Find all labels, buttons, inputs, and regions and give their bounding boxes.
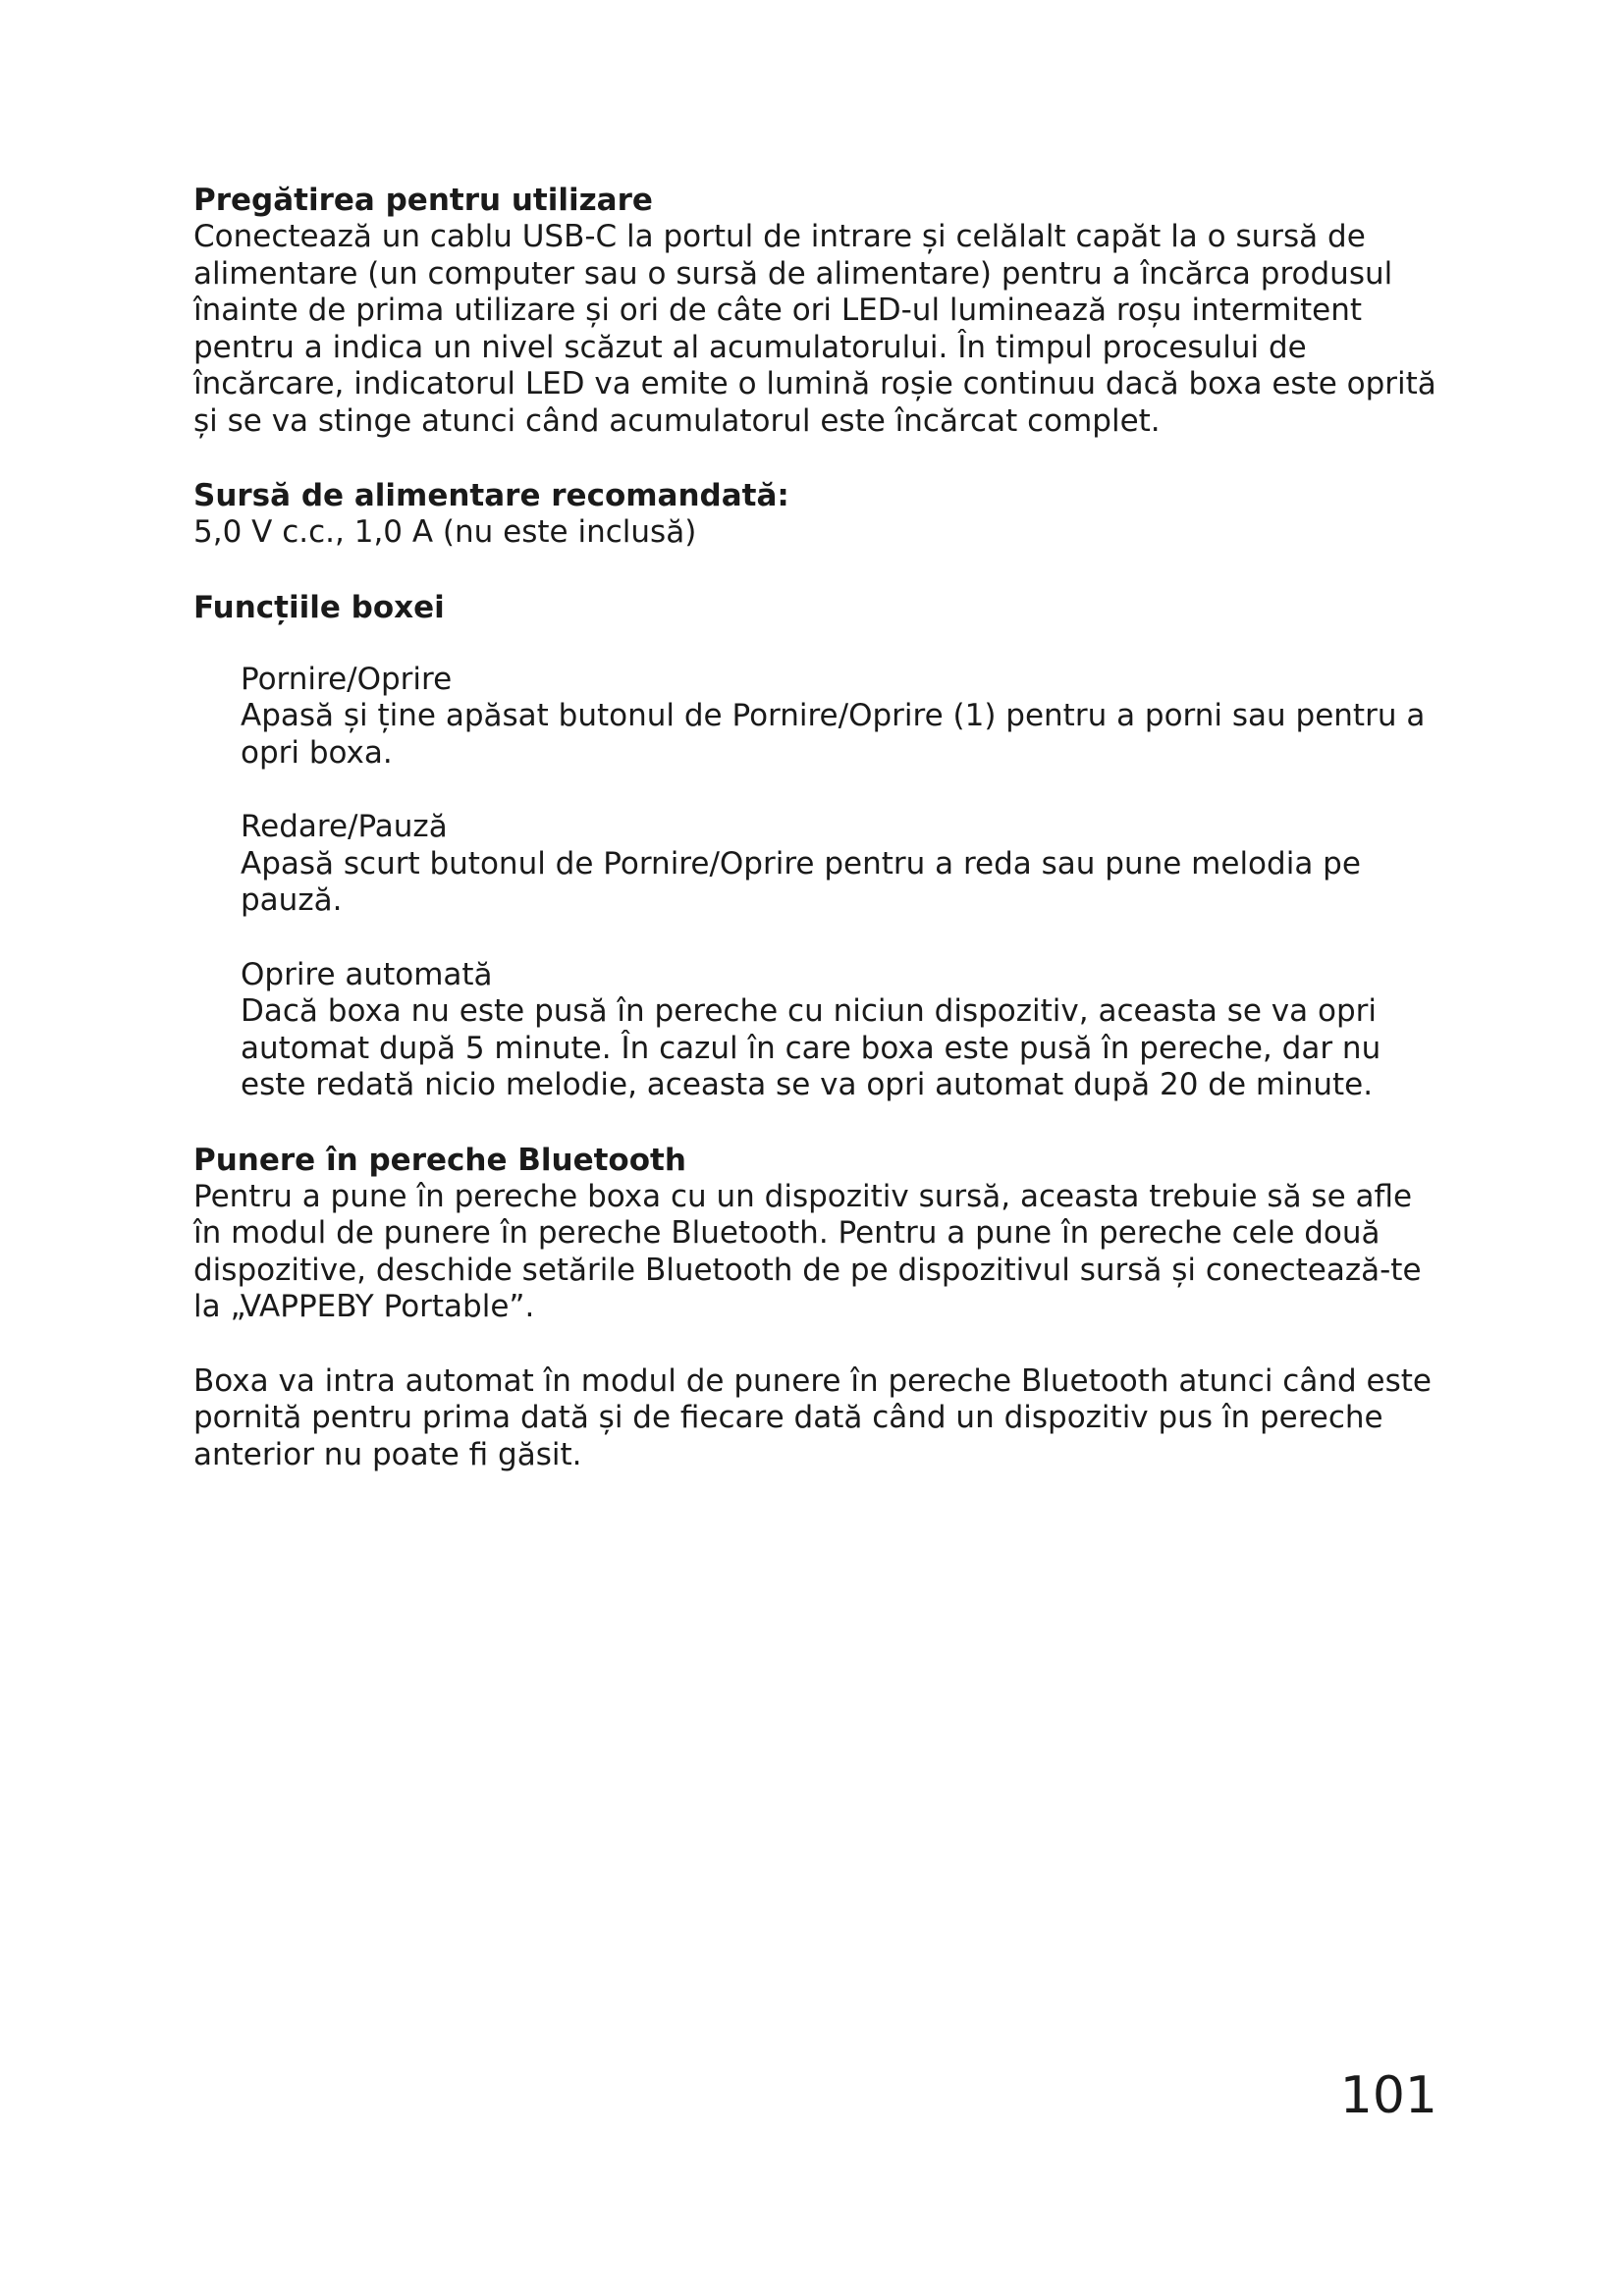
document-page [193, 182, 1440, 1473]
heading-bluetooth: Punere în pereche Bluetooth [193, 1142, 686, 1178]
section-power-supply [193, 477, 1440, 552]
function-body: Apasă și ține apăsat butonul de Pornire/Oprire (1) pentru a porni sau pentru a opri boxa. [241, 698, 1426, 771]
heading-power-supply: Sursă de alimentare recomandată: [193, 478, 789, 513]
function-title: Redare/Pauză [241, 809, 448, 844]
function-play-pause [193, 809, 1440, 920]
paragraph-bluetooth-1: Pentru a pune în pereche boxa cu un dispozitiv sursă, aceasta trebuie să se afle în modul de punere în pereche Bluetooth. Pentru a pune în pereche cele două dispozitive, deschide setările Bluetooth de pe dispozitivul sursă și conectează-te la „VAPPEBY Portable”. [193, 1178, 1422, 1324]
function-title: Pornire/Oprire [241, 661, 453, 697]
function-body: Dacă boxa nu este pusă în pereche cu niciun dispozitiv, aceasta se va opri automat după 5 minute. În cazul în care boxa este pusă în pereche, dar nu este redată nicio melodie, aceasta se va opri automat după 20 de minute. [241, 993, 1381, 1102]
function-body: Apasă scurt butonul de Pornire/Oprire pentru a reda sau pune melodia pe pauză. [241, 845, 1361, 918]
function-title: Oprire automată [241, 956, 493, 992]
section-functions [193, 589, 1440, 1104]
heading-functions: Funcțiile boxei [193, 589, 445, 625]
section-preparation [193, 182, 1440, 440]
paragraph-power-supply: 5,0 V c.c., 1,0 A (nu este inclusă) [193, 514, 697, 550]
paragraph-preparation: Conectează un cablu USB-C la portul de intrare și celălalt capăt la o sursă de alimentare (un computer sau o sursă de alimentare) pentru a încărca produsul înainte de prima utilizare și ori de câte ori LED-ul luminează roșu intermitent pentru a indica un nivel scăzut al acumulatorului. În timpul procesului de încărcare, indicatorul LED va emite o lumină roșie continuu dacă boxa este oprită și se va stinge atunci când acumulatorul este încărcat complet. [193, 219, 1436, 439]
section-bluetooth [193, 1142, 1440, 1474]
function-auto-off [193, 957, 1440, 1104]
heading-preparation: Pregătirea pentru utilizare [193, 183, 653, 218]
page-number: 101 [1339, 2066, 1437, 2125]
paragraph-bluetooth-2: Boxa va intra automat în modul de punere în pereche Bluetooth atunci când este pornită pentru prima dată și de fiecare dată când un dispozitiv pus în pereche anterior nu poate fi găsit. [193, 1362, 1432, 1472]
function-power [193, 662, 1440, 773]
